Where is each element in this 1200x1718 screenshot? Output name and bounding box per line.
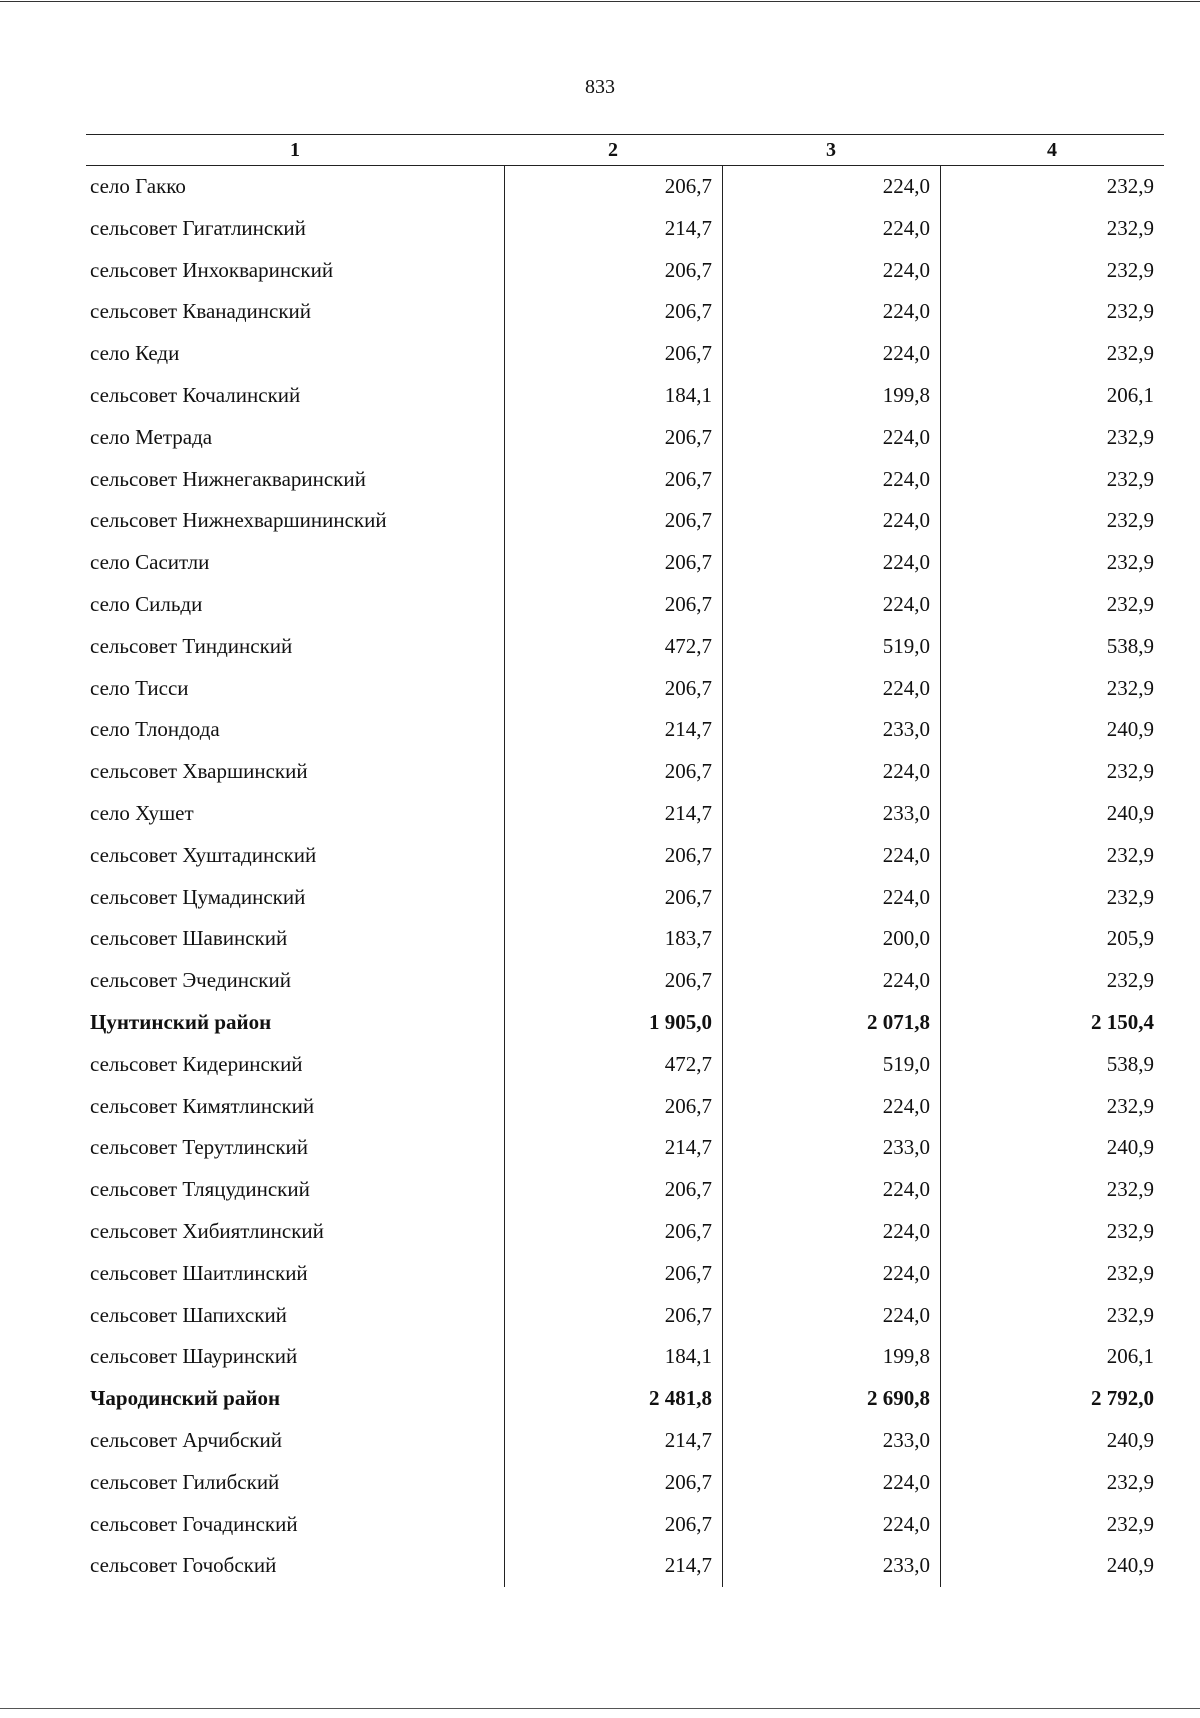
row-name-cell: сельсовет Инхокваринский [90, 257, 334, 282]
row-value-2020: 233,0 [882, 800, 930, 825]
row-value-2020: 224,0 [882, 842, 930, 867]
row-name-cell: село Метрада [90, 424, 213, 449]
row-value-2019: 206,7 [664, 1177, 712, 1202]
top-border-line [0, 1, 1200, 2]
row-value-2019: 206,7 [664, 341, 712, 366]
row-value-2021: 232,9 [1106, 466, 1154, 491]
table-row [86, 500, 1164, 542]
row-value-2020: 224,0 [882, 1511, 930, 1536]
row-value-2021: 232,9 [1106, 215, 1154, 240]
row-value-2019: 2 481,8 [649, 1386, 712, 1411]
row-value-2021: 232,9 [1106, 257, 1154, 282]
bottom-border-line [0, 1708, 1200, 1709]
row-value-2020: 224,0 [882, 341, 930, 366]
row-name-cell: сельсовет Гилибский [90, 1469, 280, 1494]
table-row [86, 1462, 1164, 1504]
row-value-2020: 519,0 [882, 633, 930, 658]
table-row [86, 1504, 1164, 1546]
row-name-cell: сельсовет Эчединский [90, 968, 291, 993]
row-name-cell: село Тлондода [90, 717, 220, 742]
row-name-cell: сельсовет Арчибский [90, 1427, 282, 1452]
row-value-2021: 232,9 [1106, 1093, 1154, 1118]
row-value-2019: 206,7 [664, 466, 712, 491]
column-header-1: 1 [290, 139, 300, 161]
row-value-2021: 2 792,0 [1091, 1386, 1154, 1411]
row-name-cell: сельсовет Гочадинский [90, 1511, 298, 1536]
row-value-2019: 206,7 [664, 1260, 712, 1285]
column-header-3: 3 [826, 139, 836, 161]
budget-table [86, 134, 1164, 1587]
row-name-cell: сельсовет Кидеринский [90, 1051, 303, 1076]
row-value-2019: 206,7 [664, 1218, 712, 1243]
table-row [86, 835, 1164, 877]
row-value-2019: 206,7 [664, 675, 712, 700]
row-value-2021: 240,9 [1106, 1427, 1154, 1452]
row-value-2021: 2 150,4 [1091, 1009, 1154, 1034]
column-header-2: 2 [608, 139, 618, 161]
row-name-cell: село Саситли [90, 550, 210, 575]
row-value-2019: 206,7 [664, 1302, 712, 1327]
table-row [86, 375, 1164, 417]
row-value-2020: 224,0 [882, 759, 930, 784]
row-value-2019: 472,7 [664, 1051, 712, 1076]
table-row [86, 459, 1164, 501]
row-value-2019: 206,7 [664, 257, 712, 282]
row-value-2019: 214,7 [664, 215, 712, 240]
row-value-2019: 1 905,0 [649, 1009, 712, 1034]
row-name-cell: село Сильди [90, 591, 203, 616]
row-value-2020: 233,0 [882, 717, 930, 742]
row-value-2020: 200,0 [882, 926, 930, 951]
row-name-cell: сельсовет Цумадинский [90, 884, 306, 909]
row-name-cell: сельсовет Кочалинский [90, 382, 301, 407]
column-divider [722, 166, 723, 1587]
district-total-row [86, 1002, 1164, 1044]
row-value-2021: 232,9 [1106, 1218, 1154, 1243]
row-value-2021: 232,9 [1106, 508, 1154, 533]
row-value-2021: 205,9 [1106, 926, 1154, 951]
row-name-cell: село Кеди [90, 341, 180, 366]
table-row [86, 1211, 1164, 1253]
table-row [86, 918, 1164, 960]
row-value-2020: 224,0 [882, 508, 930, 533]
row-name-cell: сельсовет Тиндинский [90, 633, 293, 658]
row-value-2019: 214,7 [664, 717, 712, 742]
row-value-2019: 206,7 [664, 299, 712, 324]
row-name-cell: Чародинский район [90, 1386, 281, 1411]
row-value-2021: 232,9 [1106, 968, 1154, 993]
row-name-cell: село Хушет [90, 800, 194, 825]
row-value-2019: 206,7 [664, 508, 712, 533]
column-header-4: 4 [1047, 139, 1057, 161]
row-value-2019: 184,1 [664, 382, 712, 407]
row-value-2019: 206,7 [664, 1469, 712, 1494]
row-name-cell: сельсовет Хваршинский [90, 759, 308, 784]
row-value-2021: 538,9 [1106, 1051, 1154, 1076]
row-name-cell: сельсовет Тляцудинский [90, 1177, 310, 1202]
row-value-2019: 206,7 [664, 759, 712, 784]
row-value-2019: 214,7 [664, 1135, 712, 1160]
row-value-2020: 224,0 [882, 174, 930, 198]
table-row [86, 166, 1164, 208]
row-value-2019: 472,7 [664, 633, 712, 658]
row-value-2019: 206,7 [664, 1093, 712, 1118]
row-value-2019: 214,7 [664, 1427, 712, 1452]
row-value-2020: 233,0 [882, 1135, 930, 1160]
row-value-2019: 206,7 [664, 591, 712, 616]
row-name-cell: сельсовет Шаитлинский [90, 1260, 308, 1285]
row-value-2020: 199,8 [882, 1344, 930, 1369]
table-row [86, 417, 1164, 459]
row-name-cell: сельсовет Кванадинский [90, 299, 312, 324]
row-value-2019: 206,7 [664, 550, 712, 575]
table-row [86, 1127, 1164, 1169]
row-value-2021: 232,9 [1106, 341, 1154, 366]
row-value-2021: 240,9 [1106, 800, 1154, 825]
row-name-cell: сельсовет Гочобский [90, 1553, 277, 1578]
table-row [86, 542, 1164, 584]
table-row [86, 1420, 1164, 1462]
row-value-2020: 519,0 [882, 1051, 930, 1076]
table-row [86, 1253, 1164, 1295]
table-row [86, 250, 1164, 292]
row-value-2021: 232,9 [1106, 759, 1154, 784]
page-number: 833 [585, 76, 615, 98]
row-name-cell: сельсовет Терутлинский [90, 1135, 308, 1160]
row-value-2021: 232,9 [1106, 299, 1154, 324]
row-value-2021: 232,9 [1106, 591, 1154, 616]
row-value-2021: 232,9 [1106, 174, 1154, 198]
table-row [86, 793, 1164, 835]
row-value-2021: 232,9 [1106, 1260, 1154, 1285]
row-value-2021: 232,9 [1106, 424, 1154, 449]
row-value-2020: 224,0 [882, 1177, 930, 1202]
row-value-2019: 206,7 [664, 424, 712, 449]
table-row [86, 1545, 1164, 1587]
row-value-2020: 224,0 [882, 1093, 930, 1118]
row-name-cell: сельсовет Хуштадинский [90, 842, 317, 867]
row-value-2020: 233,0 [882, 1553, 930, 1578]
row-value-2019: 206,7 [664, 968, 712, 993]
table-row [86, 751, 1164, 793]
row-value-2021: 232,9 [1106, 675, 1154, 700]
row-name-cell: сельсовет Кимятлинский [90, 1093, 315, 1118]
row-value-2020: 224,0 [882, 466, 930, 491]
row-value-2021: 538,9 [1106, 633, 1154, 658]
row-value-2019: 214,7 [664, 1553, 712, 1578]
table-header-row [86, 134, 1164, 166]
row-value-2020: 224,0 [882, 591, 930, 616]
table-row [86, 333, 1164, 375]
row-value-2019: 206,7 [664, 174, 712, 198]
row-value-2020: 224,0 [882, 968, 930, 993]
row-value-2021: 232,9 [1106, 1469, 1154, 1494]
table-row [86, 584, 1164, 626]
row-name-cell: сельсовет Хибиятлинский [90, 1218, 324, 1243]
row-value-2021: 232,9 [1106, 1302, 1154, 1327]
row-value-2019: 206,7 [664, 842, 712, 867]
row-value-2020: 224,0 [882, 215, 930, 240]
row-value-2019: 214,7 [664, 800, 712, 825]
row-value-2019: 183,7 [664, 926, 712, 951]
row-value-2020: 233,0 [882, 1427, 930, 1452]
row-value-2020: 199,8 [882, 382, 930, 407]
row-value-2019: 184,1 [664, 1344, 712, 1369]
table-body [86, 166, 1164, 1587]
row-value-2020: 224,0 [882, 299, 930, 324]
row-name-cell: село Гакко [90, 174, 186, 198]
row-value-2020: 224,0 [882, 1218, 930, 1243]
row-value-2020: 224,0 [882, 257, 930, 282]
table-row [86, 208, 1164, 250]
table-row [86, 709, 1164, 751]
row-value-2021: 240,9 [1106, 1135, 1154, 1160]
table-row [86, 1169, 1164, 1211]
district-total-row [86, 1378, 1164, 1420]
row-value-2021: 232,9 [1106, 1511, 1154, 1536]
row-name-cell: село Тисси [90, 675, 189, 700]
column-divider [504, 166, 505, 1587]
row-value-2021: 232,9 [1106, 842, 1154, 867]
row-value-2021: 232,9 [1106, 1177, 1154, 1202]
row-value-2020: 2 071,8 [867, 1009, 930, 1034]
table-row [86, 1044, 1164, 1086]
row-value-2019: 206,7 [664, 884, 712, 909]
column-divider [940, 166, 941, 1587]
row-name-cell: сельсовет Нижнехваршининский [90, 508, 387, 533]
row-value-2020: 2 690,8 [867, 1386, 930, 1411]
row-value-2020: 224,0 [882, 424, 930, 449]
row-name-cell: Цунтинский район [90, 1009, 272, 1034]
table-row [86, 291, 1164, 333]
row-value-2020: 224,0 [882, 1302, 930, 1327]
row-value-2020: 224,0 [882, 675, 930, 700]
row-value-2021: 206,1 [1106, 382, 1154, 407]
table-row [86, 960, 1164, 1002]
row-value-2019: 206,7 [664, 1511, 712, 1536]
table-row [86, 877, 1164, 919]
row-value-2020: 224,0 [882, 1469, 930, 1494]
row-value-2020: 224,0 [882, 550, 930, 575]
row-name-cell: сельсовет Шавинский [90, 926, 288, 951]
table-row [86, 1336, 1164, 1378]
row-name-cell: сельсовет Гигатлинский [90, 215, 306, 240]
row-value-2021: 240,9 [1106, 717, 1154, 742]
row-name-cell: сельсовет Шауринский [90, 1344, 298, 1369]
row-name-cell: сельсовет Шапихский [90, 1302, 287, 1327]
row-value-2020: 224,0 [882, 884, 930, 909]
table-row [86, 1295, 1164, 1337]
row-value-2020: 224,0 [882, 1260, 930, 1285]
row-value-2021: 240,9 [1106, 1553, 1154, 1578]
row-name-cell: сельсовет Нижнегакваринский [90, 466, 366, 491]
row-value-2021: 232,9 [1106, 550, 1154, 575]
row-value-2021: 232,9 [1106, 884, 1154, 909]
table-row [86, 1086, 1164, 1128]
row-value-2021: 206,1 [1106, 1344, 1154, 1369]
table-row [86, 626, 1164, 668]
table-row [86, 668, 1164, 710]
